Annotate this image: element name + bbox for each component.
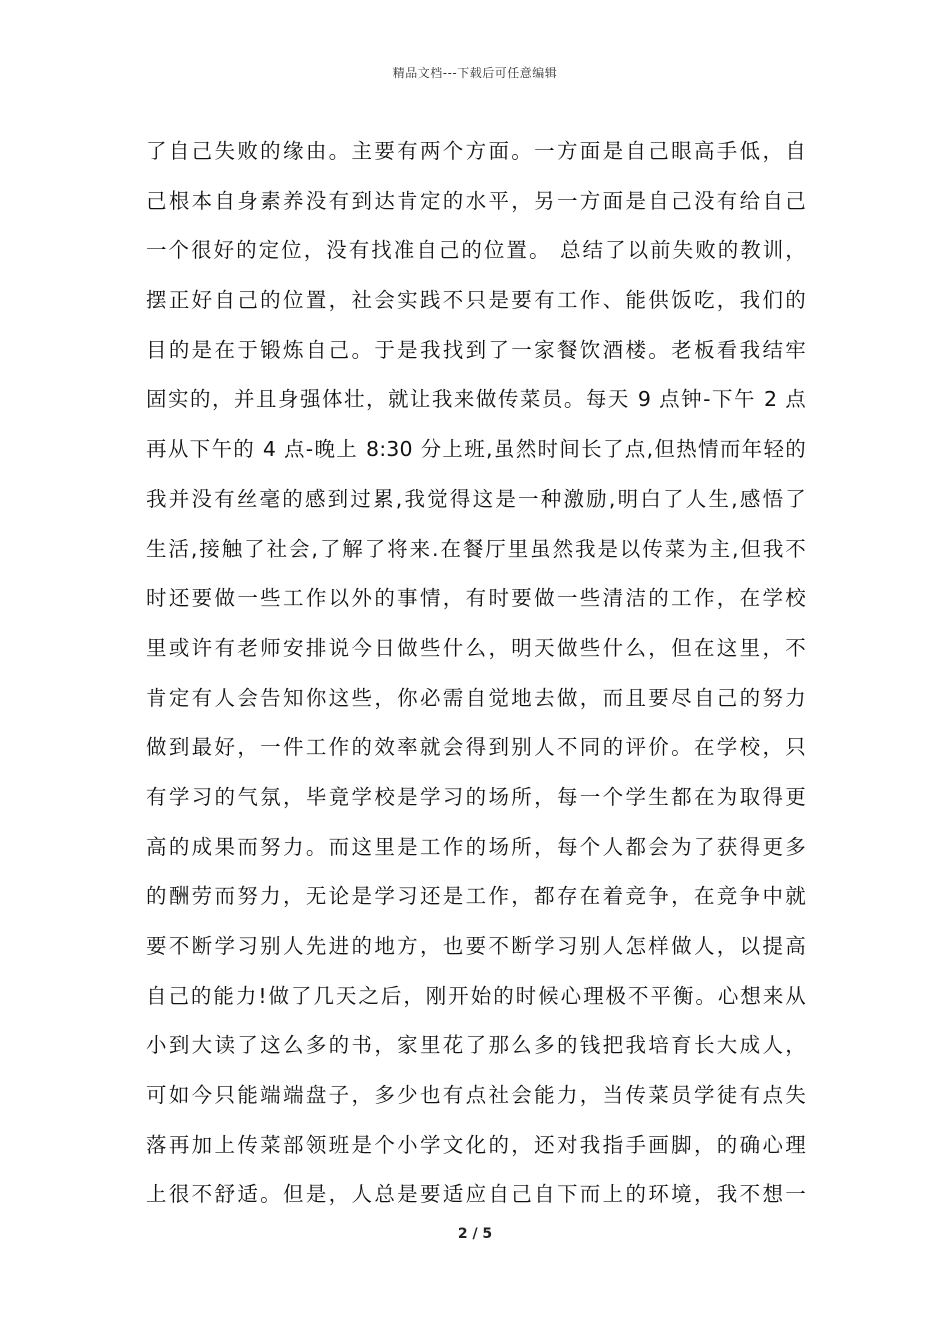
text-line: 了自己失败的缘由。主要有两个方面。一方面是自己眼高手低，自 [146, 139, 806, 163]
text-line: 肯定有人会告知你这些，你必需自觉地去做，而且要尽自己的努力 [146, 685, 806, 710]
text-line: 做到最好，一件工作的效率就会得到别人不同的评价。在学校，只 [146, 735, 806, 760]
text-line: 可如今只能端端盘子，多少也有点社会能力，当传菜员学徒有点失 [146, 1083, 806, 1108]
text-line: 时还要做一些工作以外的事情，有时要做一些清洁的工作，在学校 [146, 586, 806, 611]
page-number: 2 / 5 [457, 1226, 493, 1242]
text-line: 里或许有老师安排说今日做些什么，明天做些什么，但在这里，不 [146, 635, 806, 660]
text-line: 摆正好自己的位置，社会实践不只是要有工作、能供饭吃，我们的 [146, 288, 806, 313]
page-header: 精品文档---下载后可任意编辑 [392, 66, 558, 80]
text-line: 上很不舒适。但是，人总是要适应自己自下而上的环境，我不想一 [146, 1182, 806, 1207]
text-line: 我并没有丝毫的感到过累,我觉得这是一种激励,明白了人生,感悟了 [146, 486, 806, 511]
text-line: 一个很好的定位，没有找准自己的位置。 总结了以前失败的教训， [146, 238, 806, 263]
text-line: 自己的能力!做了几天之后，刚开始的时候心理极不平衡。心想来从 [146, 983, 806, 1008]
text-line: 目的是在于锻炼自己。于是我找到了一家餐饮酒楼。老板看我结牢 [146, 337, 806, 362]
text-line: 生活,接触了社会,了解了将来.在餐厅里虽然我是以传菜为主,但我不 [146, 536, 806, 561]
text-line: 的酬劳而努力，无论是学习还是工作，都存在着竞争，在竞争中就 [146, 884, 806, 909]
document-body [146, 127, 806, 1220]
text-line: 再从下午的 4 点-晚上 8:30 分上班,虽然时间长了点,但热情而年轻的 [146, 437, 806, 462]
text-line: 要不断学习别人先进的地方，也要不断学习别人怎样做人，以提高 [146, 934, 806, 958]
text-line: 小到大读了这么多的书，家里花了那么多的钱把我培育长大成人， [146, 1033, 806, 1058]
text-line: 落再加上传菜部领班是个小学文化的，还对我指手画脚，的确心理 [146, 1132, 806, 1157]
text-line: 高的成果而努力。而这里是工作的场所，每个人都会为了获得更多 [146, 834, 806, 859]
text-line: 固实的，并且身强体壮，就让我来做传菜员。每天 9 点钟-下午 2 点 [146, 387, 806, 412]
text-line: 有学习的气氛，毕竟学校是学习的场所，每一个学生都在为取得更 [146, 784, 806, 809]
text-line: 己根本自身素养没有到达肯定的水平，另一方面是自己没有给自己 [146, 188, 806, 213]
